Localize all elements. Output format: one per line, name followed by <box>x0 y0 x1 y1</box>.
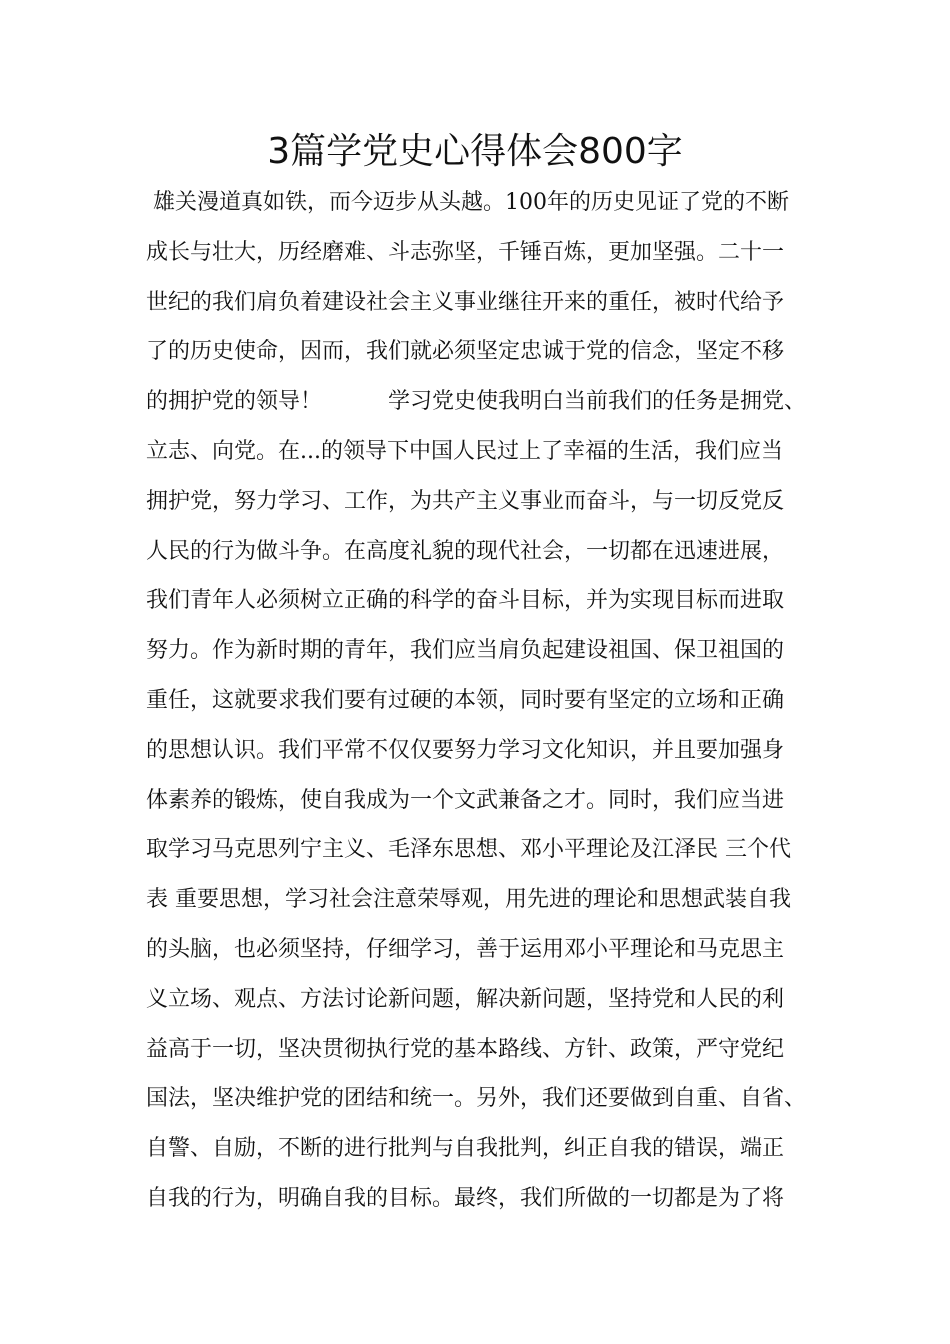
paragraph-line: 立志、向党。在...的领导下中国人民过上了幸福的生活，我们应当 <box>146 438 783 464</box>
paragraph-line: 拥护党，努力学习、工作，为共产主义事业而奋斗，与一切反党反 <box>146 488 785 514</box>
paragraph-line: 努力。作为新时期的青年，我们应当肩负起建设祖国、保卫祖国的 <box>146 638 785 664</box>
paragraph-line: 体素养的锻炼，使自我成为一个文武兼备之才。同时，我们应当进 <box>146 787 785 813</box>
paragraph-line: 我们青年人必须树立正确的科学的奋斗目标，并为实现目标而进取 <box>146 588 785 614</box>
paragraph-line: 成长与壮大，历经磨难、斗志弥坚，千锤百炼，更加坚强。二十一 <box>146 239 785 265</box>
paragraph-line: 世纪的我们肩负着建设社会主义事业继往开来的重任，被时代给予 <box>146 289 785 315</box>
paragraph-line: 自我的行为，明确自我的目标。最终，我们所做的一切都是为了将 <box>146 1185 785 1211</box>
paragraph-line: 人民的行为做斗争。在高度礼貌的现代社会，一切都在迅速进展， <box>146 538 785 564</box>
paragraph-line: 雄关漫道真如铁，而今迈步从头越。100年的历史见证了党的不断 <box>146 190 789 215</box>
paragraph-line: 国法，坚决维护党的团结和统一。另外，我们还要做到自重、自省、 <box>146 1086 807 1112</box>
paragraph-line: 的拥护党的领导！ 学习党史使我明白当前我们的任务是拥党、 <box>146 389 807 415</box>
paragraph-line: 表 重要思想，学习社会注意荣辱观，用先进的理论和思想武装自我 <box>146 887 791 913</box>
document-body <box>146 178 826 1224</box>
paragraph-line: 益高于一切，坚决贯彻执行党的基本路线、方针、政策，严守党纪 <box>146 1036 785 1062</box>
paragraph-line: 重任，这就要求我们要有过硬的本领，同时要有坚定的立场和正确 <box>146 687 785 713</box>
paragraph-line: 取学习马克思列宁主义、毛泽东思想、邓小平理论及江泽民 三个代 <box>146 837 791 863</box>
paragraph-line: 的头脑，也必须坚持，仔细学习，善于运用邓小平理论和马克思主 <box>146 936 785 962</box>
paragraph-line: 了的历史使命，因而，我们就必须坚定忠诚于党的信念，坚定不移 <box>146 339 785 365</box>
document-title: 3篇学党史心得体会800字 <box>267 131 683 172</box>
paragraph-line: 自警、自励，不断的进行批判与自我批判，纠正自我的错误，端正 <box>146 1136 785 1162</box>
paragraph-line: 的思想认识。我们平常不仅仅要努力学习文化知识，并且要加强身 <box>146 737 785 763</box>
paragraph-line: 义立场、观点、方法讨论新问题，解决新问题，坚持党和人民的利 <box>146 986 785 1012</box>
